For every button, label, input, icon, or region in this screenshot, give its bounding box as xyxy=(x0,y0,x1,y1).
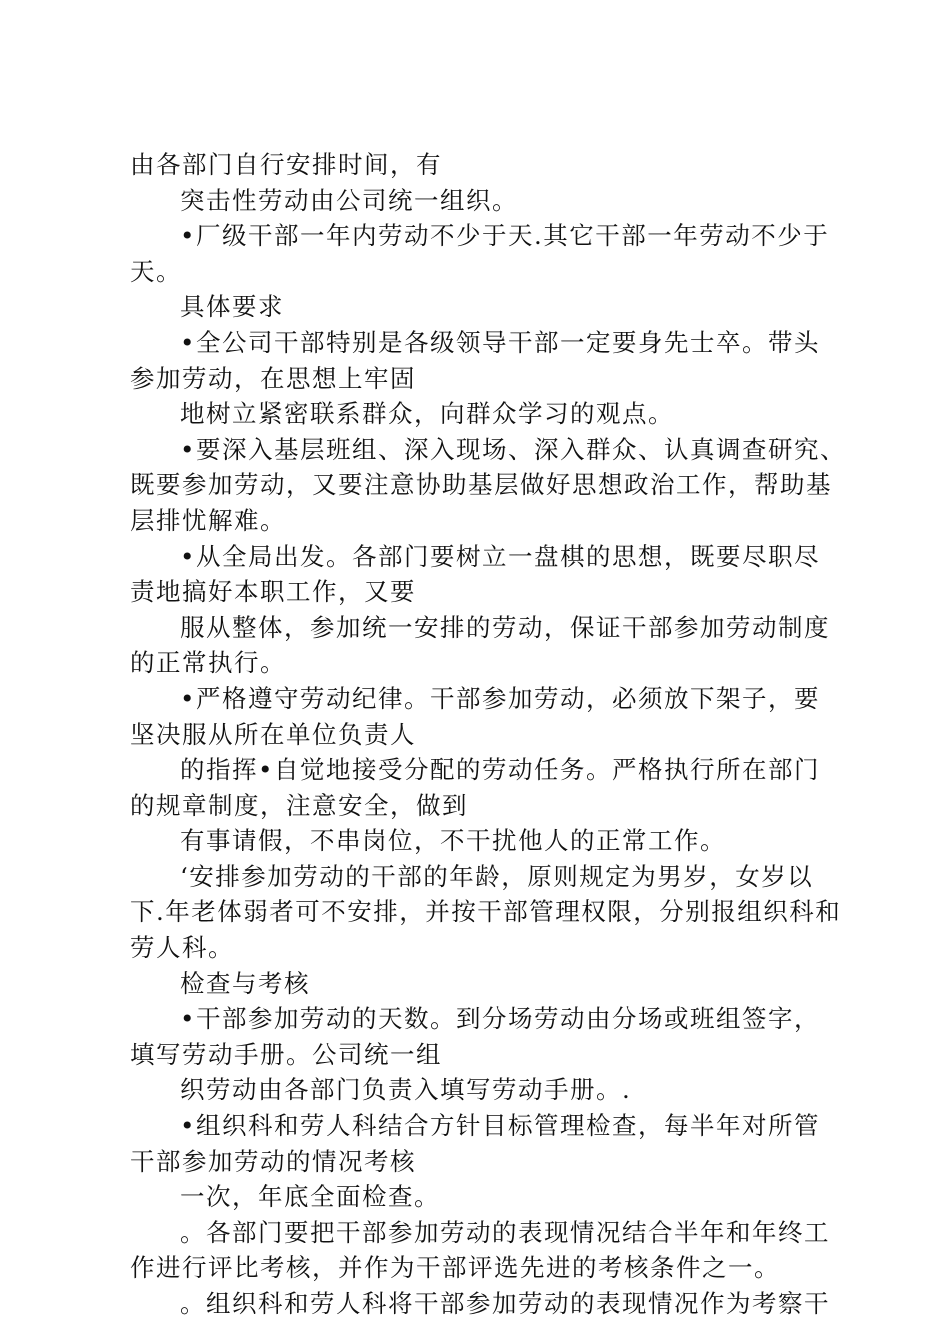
text-line: 具体要求 xyxy=(180,292,284,322)
text-line: 作进行评比考核，并作为干部评选先进的考核条件之一。 xyxy=(130,1253,780,1283)
text-line: 层排忧解难。 xyxy=(130,505,286,535)
text-line: •组织科和劳人科结合方针目标管理检查，每半年对所管 xyxy=(180,1111,820,1141)
document-body xyxy=(130,147,846,1322)
text-line: 下.年老体弱者可不安排，并按干部管理权限，分别报组织科和 xyxy=(130,897,842,927)
text-line: 天。 xyxy=(130,256,182,286)
text-line: 由各部门自行安排时间，有 xyxy=(130,150,442,179)
text-line: 有事请假，不串岗位，不干扰他人的正常工作。 xyxy=(180,826,726,856)
text-line: 责地搞好本职工作，又要 xyxy=(130,577,416,607)
text-line: •全公司干部特别是各级领导干部一定要身先士卒。带头 xyxy=(180,327,820,357)
text-line: 干部参加劳动的情况考核 xyxy=(130,1146,416,1176)
text-line: 填写劳动手册。公司统一组 xyxy=(130,1039,442,1069)
text-line: 一次，年底全面检查。 xyxy=(180,1182,440,1212)
text-line: •严格遵守劳动纪律。干部参加劳动，必须放下架子，要 xyxy=(180,683,820,713)
text-line: 坚决服从所在单位负责人 xyxy=(130,719,416,749)
text-line: 检查与考核 xyxy=(180,968,310,998)
text-line: •厂级干部一年内劳动不少于天.其它干部一年劳动不少于 xyxy=(180,221,830,251)
text-line: •从全局出发。各部门要树立一盘棋的思想，既要尽职尽 xyxy=(180,541,820,571)
text-line: 地树立紧密联系群众，向群众学习的观点。 xyxy=(180,399,674,429)
text-line: 织劳动由各部门负责入填写劳动手册。. xyxy=(180,1075,632,1105)
text-line: 服从整体，参加统一安排的劳动，保证干部参加劳动制度 xyxy=(180,612,830,642)
text-line: 既要参加劳动，又要注意协助基层做好思想政治工作，帮助基 xyxy=(130,470,832,500)
text-line: 的规章制度，注意安全，做到 xyxy=(130,790,468,820)
text-line: •要深入基层班组、深入现场、深入群众、认真调查研究、 xyxy=(180,434,846,464)
text-line: 的正常执行。 xyxy=(130,648,286,678)
text-line: ‘安排参加劳动的干部的年龄，原则规定为男岁，女岁以 xyxy=(180,861,814,891)
text-line: 劳人科。 xyxy=(130,933,234,963)
text-line: 突击性劳动由公司统一组织。 xyxy=(180,185,518,215)
text-line: 。各部门要把干部参加劳动的表现情况结合半年和年终工 xyxy=(180,1217,830,1247)
text-line: •干部参加劳动的天数。到分场劳动由分场或班组签字， xyxy=(180,1004,820,1034)
text-line: 参加劳动，在思想上牢固 xyxy=(130,363,416,393)
text-line: 的指挥•自觉地接受分配的劳动任务。严格执行所在部门 xyxy=(180,755,820,785)
text-line: 。组织科和劳人科将干部参加劳动的表现情况作为考察干 xyxy=(180,1289,830,1318)
